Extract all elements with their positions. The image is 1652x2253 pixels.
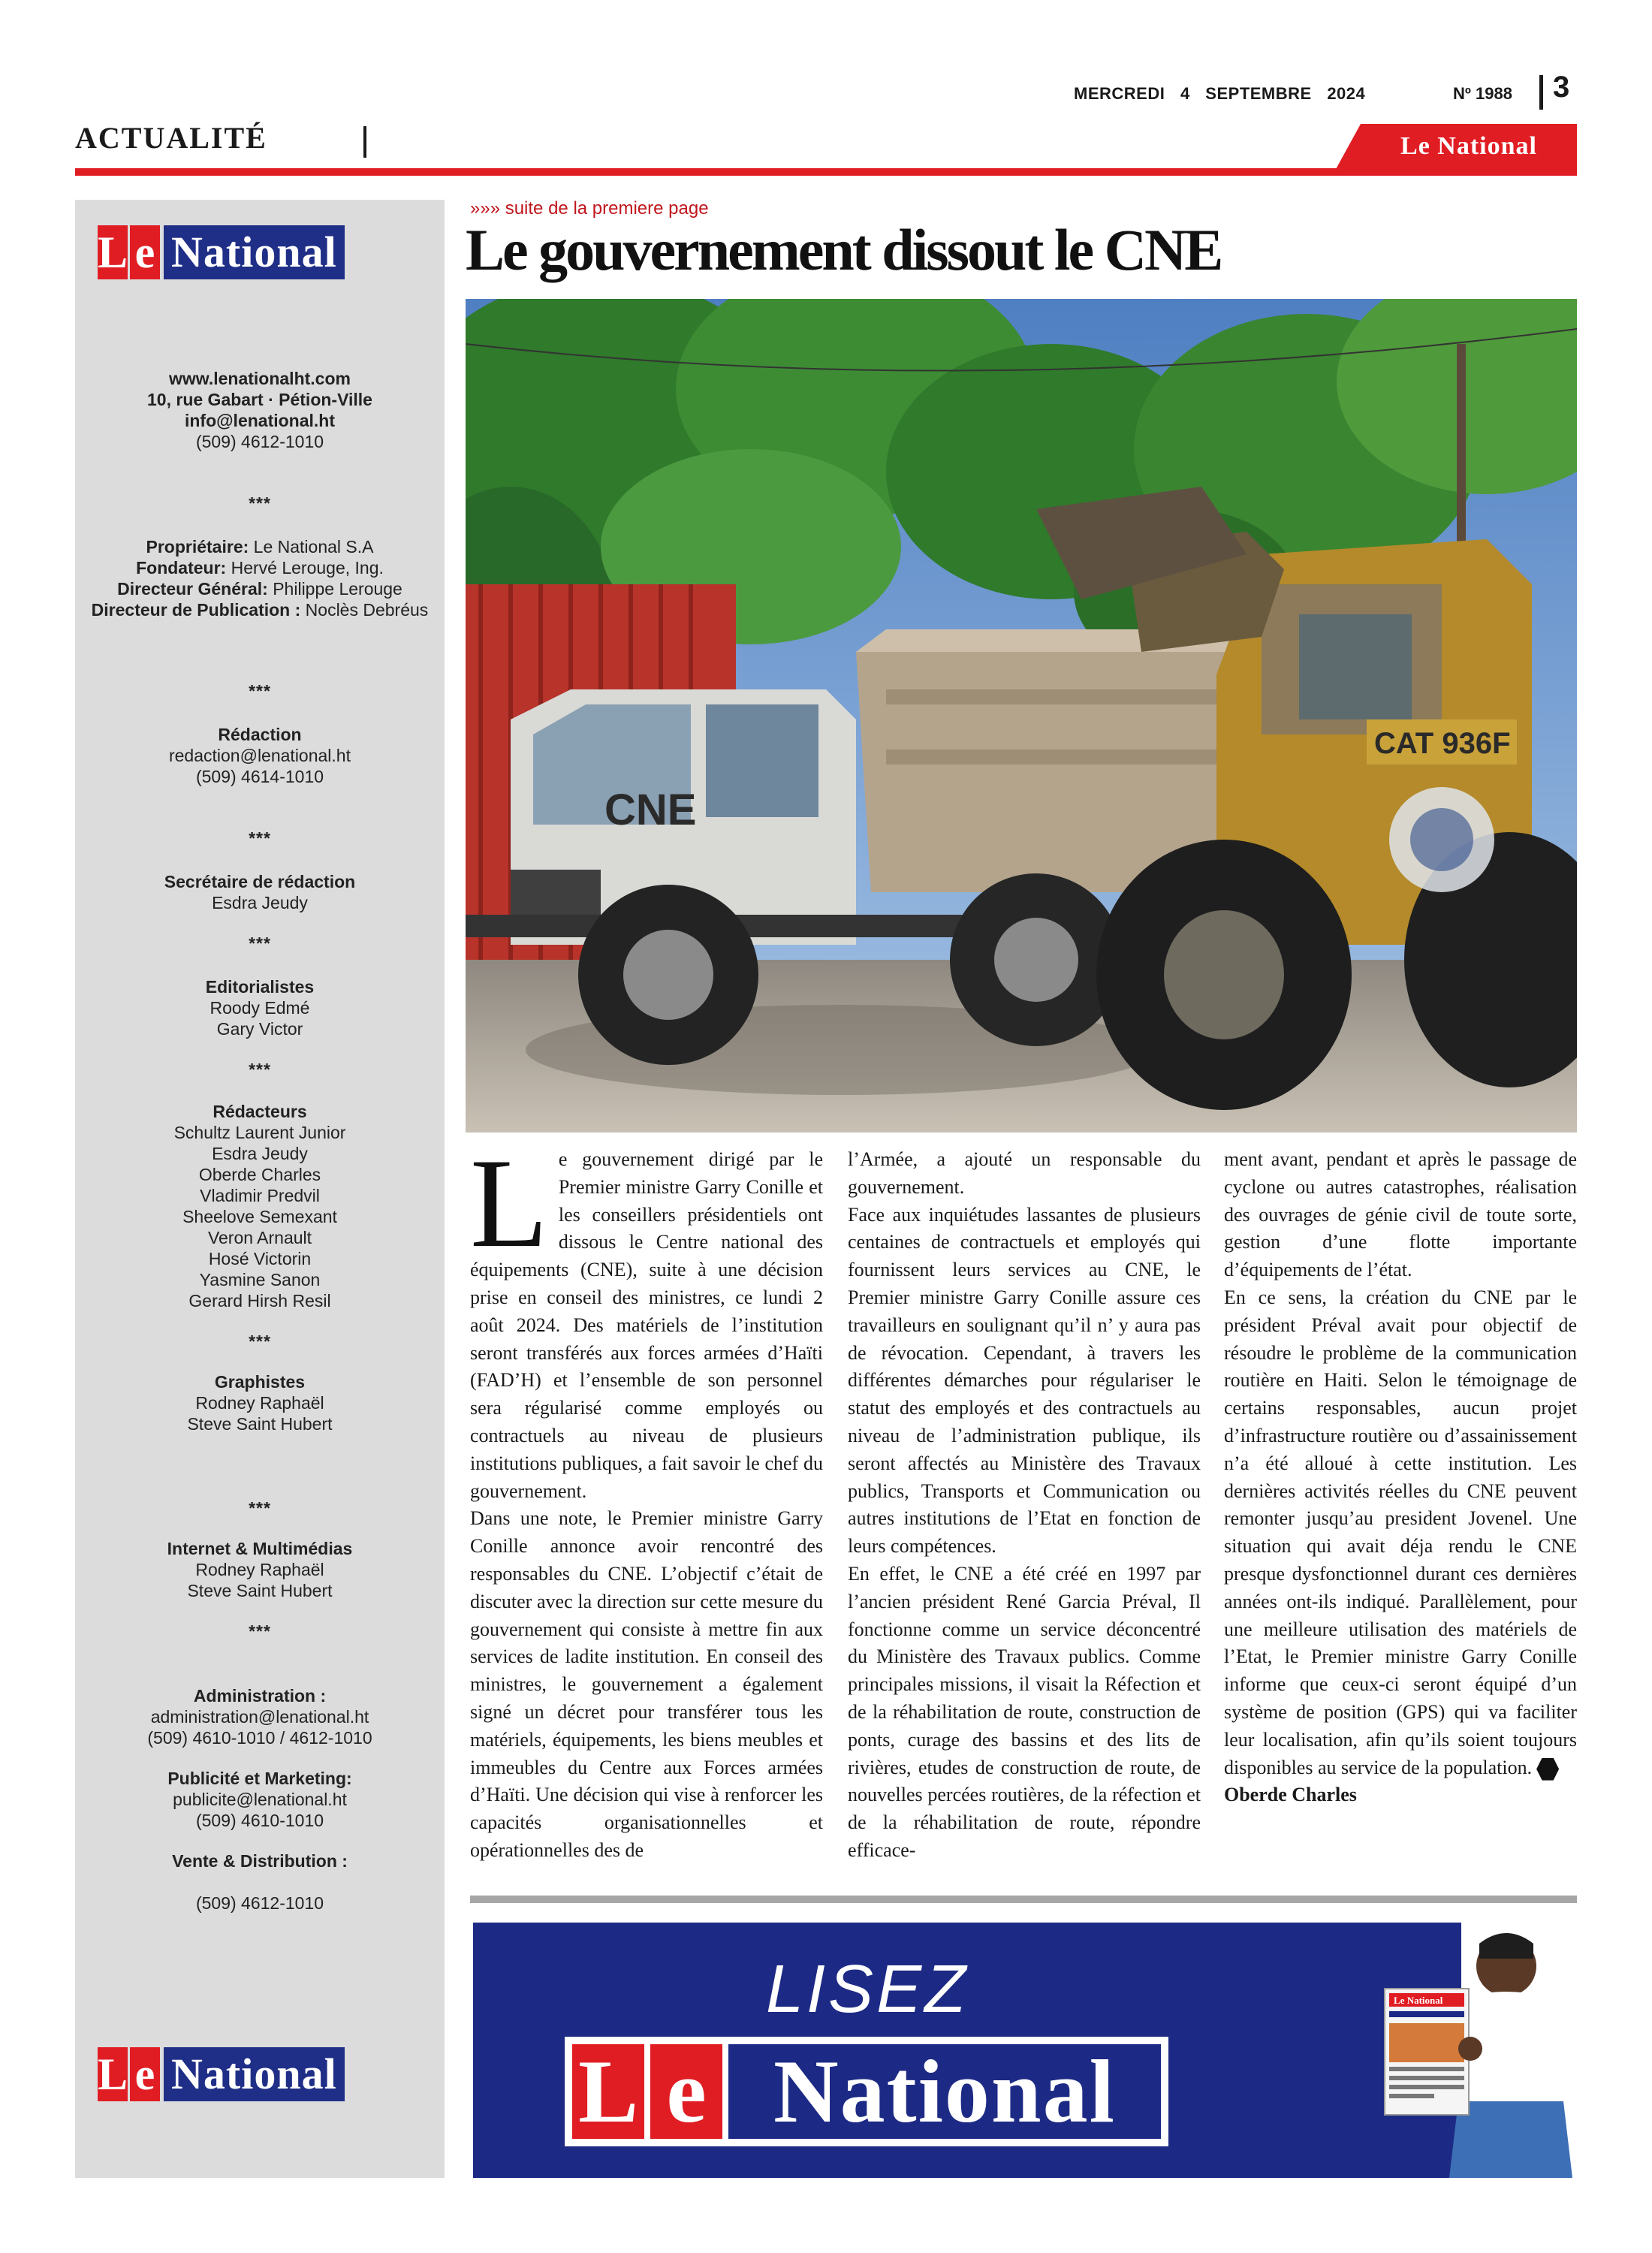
loader-label: CAT 936F — [1374, 727, 1511, 760]
article-column-2: l’Armée, a ajouté un responsable du gouvernement. Face aux inquiétudes lassantes de plusieurs centaines de contractuels et employés qui fournissent leurs services au CNE, le Premier ministre Garry Conille assure ces travailleurs en soulignant qu’il n’ y aura pas de révocation. Cependant, à travers les différentes démarches pour régulariser le statut des employés et des contractuels au niveau de l’administration publique, ils seront affectés au Ministère des Travaux publics, Transports et Communication ou autres institutions de l’Etat en fonction de leurs compétences. En effet, le CNE a été créé en 1997 par l’ancien président René Garcia Préval, Il fonctionne comme un service déconcentré du Ministère des Travaux publics. Comme principales missions, il visait la Réfection et de la réhabilitation de route, construction de ponts, curage des bassins et des lits de rivières, etudes de construction de route, de nouvelles percées routières, de la réfection et de la réhabilitation de route, répondre efficace- — [848, 1148, 1201, 1861]
article-column-3: ment avant, pendant et après le passage de cyclone ou autres catastrophes, réalisation des ouvrages de génie civil de toute sorte, gestion d’une flotte importante d’équipements de l’état. En ce sens, la création du CNE par le président Préval avait pour objectif de résoudre le problème de la communication routière en Haiti. Selon le témoignage de certains responsables, aucun projet d’infrastructure routière ou d’assainissement n’a été alloué à cette institution. Les dernières activités réelles du CNE peuvent remonter jusqu’au president Jovenel. Une situation qui avait déja rendu le CNE presque dysfonctionnel durant ces dernières années ont-ils indiqué. Parallèlement, pour une meilleure utilisation des matériels de l’Etat, le Premier ministre Garry Conille informe que ceux-ci seront équipé d’un système de position (GPS) qui va faciliter leur localisation, afin qu’ils soient toujours disponibles au service de la population. Oberde Charles — [1224, 1146, 1577, 1809]
header-rule — [75, 168, 1577, 176]
end-of-article-icon — [1536, 1758, 1559, 1781]
mini-paper-title: Le National — [1394, 1995, 1443, 2006]
cne-truck-and-loader-illustration — [466, 299, 1577, 1133]
drop-cap: L — [470, 1133, 548, 1274]
redacteurs-block: Rédacteurs Schultz Laurent Junior Esdra Jeudy Oberde Charles Vladimir Predvil Sheelove Semexant Veron Arnault Hosé Victorin Yasmine Sanon Gerard Hirsh Resil — [173, 1102, 346, 1310]
article-column-1: Le gouvernement dirigé par le Premier ministre Garry Conille et les conseillers présidentiels ont dissous le Centre national des équipements (CNE), suite à une décision prise en conseil des ministres, ce lundi 2 août 2024. Des matériels de l’institution seront transférés aux forces armées d’Haïti (FAD’H) et l’ensemble de son personnel sera régularisé comme employés ou contractuels au niveau de plusieurs institutions publiques, a fait savoir le chef du gouvernement. Dans une note, le Premier ministre Garry Conille annonce avoir rencontré des responsables du CNE. L’objectif c’était de discuter avec la direction sur cette mesure du gouvernement qui consiste à mettre fin aux services de ladite institution. En conseil des ministres, le gouvernement a également signé un décret pour transférer tous les matériels, équipements, les biens meubles et immeubles du Centre aux Forces armées d’Haïti. Une décision qui vise à renforcer les capacités organisationnelles et opérationnelles des de — [470, 1133, 823, 1861]
article-headline: Le gouvernement dissout le CNE — [466, 217, 1222, 282]
header-divider — [1539, 75, 1543, 110]
issue-date: MERCREDI 4 SEPTEMBRE 2024 — [1074, 84, 1366, 103]
redaction-block: Rédaction redaction@lenational.ht (509) 4614-1010 — [75, 724, 445, 787]
phone: (509) 4612-1010 — [195, 432, 324, 451]
address: 10, rue Gabart · Pétion-Ville — [147, 390, 372, 409]
le-national-logo: L e National — [98, 225, 345, 279]
vente-block: Vente & Distribution : (509) 4612-1010 — [172, 1851, 348, 1913]
section-title: ACTUALITÉ — [75, 121, 267, 155]
man-holding-newspaper-illustration — [1374, 1914, 1592, 2178]
separator: *** — [249, 493, 271, 513]
byline: Oberde Charles — [1224, 1784, 1357, 1806]
email-link[interactable]: info@lenational.ht — [184, 411, 336, 430]
separator: *** — [249, 681, 271, 701]
ownership-block: Propriétaire: Le National S.A Fondateur: Hervé Lerouge, Ing. Directeur Général: Philippe Lerouge Directeur de Publication : Noclès Debréus — [91, 537, 429, 620]
administration-block: Administration : administration@lenational.ht (509) 4610-1010 / 4612-1010 — [75, 1685, 445, 1748]
ad-headline: LISEZ — [766, 1952, 969, 2027]
brand-name: Le National — [1400, 132, 1537, 160]
section-divider — [363, 126, 366, 158]
truck-door-text: CNE — [604, 786, 697, 834]
secretaire-block: Secrétaire de rédaction Esdra Jeudy — [164, 872, 356, 912]
internet-block: Internet & Multimédias Rodney Raphaël Steve Saint Hubert — [167, 1539, 353, 1600]
article-photo — [466, 299, 1577, 1133]
administration-email[interactable]: administration@lenational.ht — [150, 1707, 369, 1727]
separator: *** — [249, 828, 271, 848]
ad-divider — [470, 1896, 1577, 1903]
publicite-email[interactable]: publicite@lenational.ht — [173, 1790, 347, 1809]
separator: *** — [249, 1332, 271, 1351]
graphistes-block: Graphistes Rodney Raphaël Steve Saint Hubert — [187, 1372, 333, 1434]
ad-le-national-logo: L e National — [565, 2037, 1168, 2146]
separator: *** — [249, 1060, 271, 1079]
contact-block — [75, 368, 445, 452]
issue-number: Nº 1988 — [1453, 84, 1512, 103]
website-link[interactable]: www.lenationalht.com — [169, 369, 351, 388]
separator: *** — [249, 1621, 271, 1641]
publicite-block: Publicité et Marketing: publicite@lenational.ht (509) 4610-1010 — [75, 1768, 445, 1831]
continued-from-front-page: »»» suite de la premiere page — [470, 198, 709, 219]
page-number: 3 — [1553, 71, 1570, 104]
redaction-email[interactable]: redaction@lenational.ht — [168, 746, 351, 765]
le-national-logo-bottom: L e National — [98, 2047, 345, 2101]
separator: *** — [249, 933, 271, 953]
editorialistes-block: Editorialistes Roody Edmé Gary Victor — [205, 977, 315, 1039]
separator: *** — [249, 1498, 271, 1518]
